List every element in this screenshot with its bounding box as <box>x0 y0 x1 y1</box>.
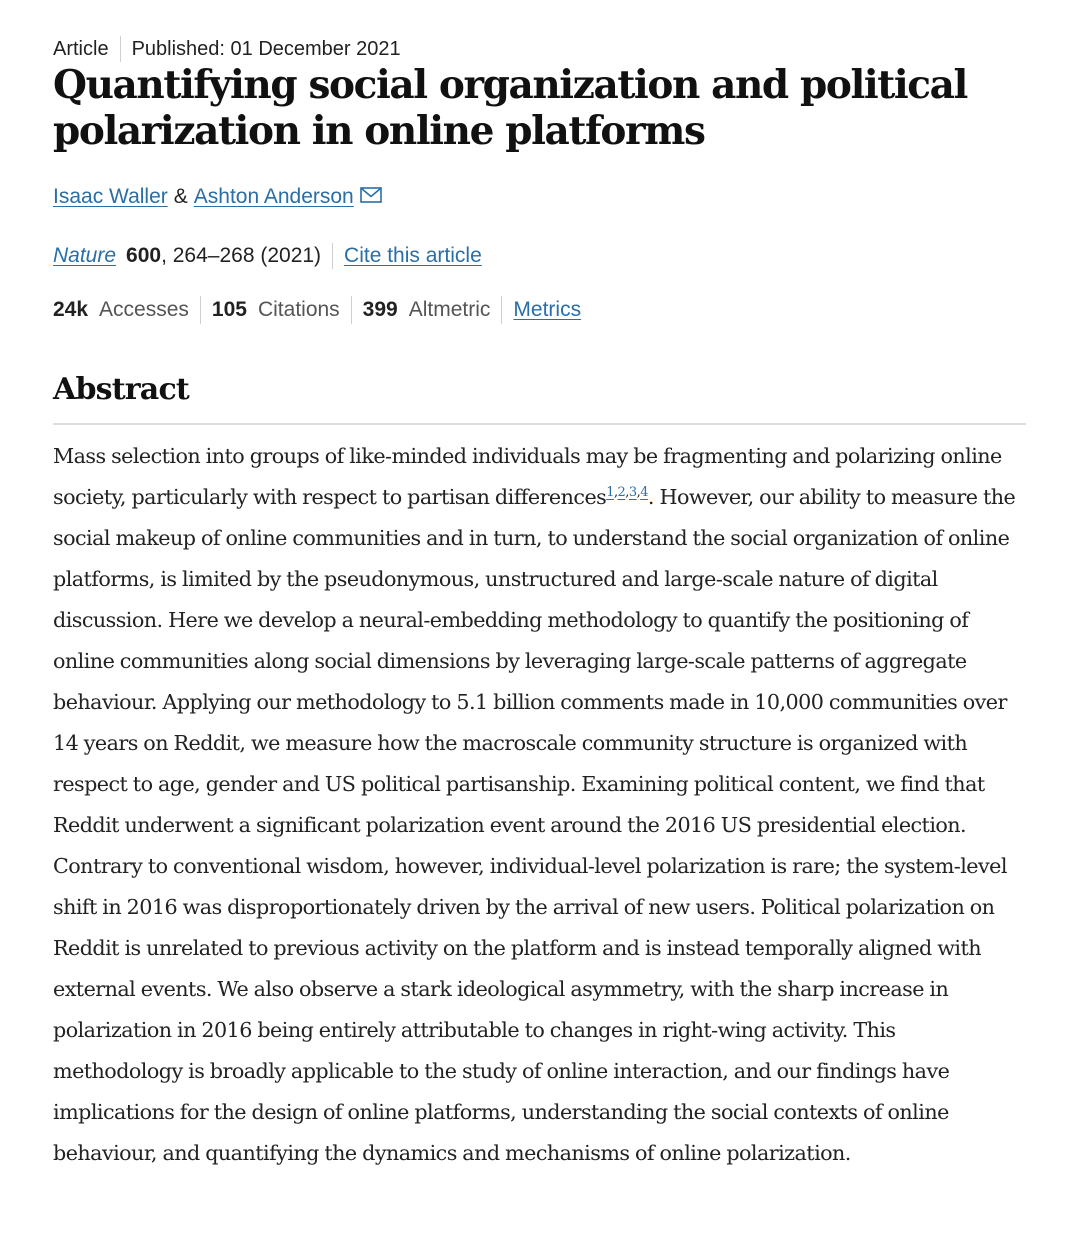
cite-this-article-link[interactable]: Cite this article <box>344 244 482 267</box>
metrics-divider <box>501 296 502 324</box>
article-type: Article <box>53 37 109 60</box>
journal-link[interactable]: Nature <box>53 244 117 267</box>
reference-link-4[interactable]: 4 <box>640 485 648 500</box>
author-link-isaac-waller[interactable]: Isaac Waller <box>53 185 168 208</box>
altmetric-label: Altmetric <box>408 298 491 321</box>
pages-year: , 264–268 (2021) <box>161 244 322 267</box>
accesses-count: 24k <box>53 298 89 321</box>
altmetric-score: 399 <box>362 298 398 321</box>
article-title: Quantifying social organization and political polarization in online platforms <box>53 62 967 154</box>
section-divider <box>53 423 1026 425</box>
volume-number: 600 <box>126 244 162 267</box>
reference-link-1[interactable]: 1 <box>606 485 614 500</box>
reference-link-3[interactable]: 3 <box>628 485 637 500</box>
abstract-text <box>53 436 1028 1174</box>
reference-link-2[interactable]: 2 <box>617 485 626 500</box>
accesses-label: Accesses <box>99 298 189 321</box>
published-date: Published: 01 December 2021 <box>131 37 401 60</box>
citations-label: Citations <box>257 298 340 321</box>
metrics-bar <box>53 296 581 324</box>
metrics-divider <box>351 296 352 324</box>
author-separator: & <box>173 185 188 208</box>
meta-divider <box>120 36 121 62</box>
citations-count: 105 <box>211 298 247 321</box>
metrics-divider <box>200 296 201 324</box>
metrics-link[interactable]: Metrics <box>513 298 582 321</box>
author-list <box>53 185 382 209</box>
abstract-heading: Abstract <box>53 372 189 407</box>
author-link-ashton-anderson[interactable]: Ashton Anderson <box>193 185 354 208</box>
mail-icon[interactable] <box>360 186 382 204</box>
citation-line <box>53 243 482 269</box>
citation-divider <box>332 243 333 269</box>
abstract-text-part2: . However, our ability to measure the social makeup of online communities and in turn, to understand the social organization of online platforms, is limited by the pseudonymous, unstructured and large-scale nature of digital discussion. Here we develop a neural-embedding methodology to quantify the positioning of online communities along social dimensions by leveraging large-scale patterns of aggregate behaviour. Applying our methodology to 5.1 billion comments made in 10,000 communities over 14 years on Reddit, we measure how the macroscale community structure is organized with respect to age, gender and US political partisanship. Examining political content, we find that Reddit underwent a significant polarization event around the 2016 US presidential election. Contrary to conventional wisdom, however, individual-level polarization is rare; the system-level shift in 2016 was disproportionately driven by the arrival of new users. Political polarization on Reddit is unrelated to previous activity on the platform and is instead temporally aligned with external events. We also observe a stark ideological asymmetry, with the sharp increase in polarization in 2016 being entirely attributable to changes in right-wing activity. This methodology is broadly applicable to the study of online interaction, and our findings have implications for the design of online platforms, understanding the social contexts of online behaviour, and quantifying the dynamics and mechanisms of online polarization. <box>53 485 1016 1165</box>
article-meta <box>53 36 401 62</box>
reference-superscript: 1,2,3,4 <box>606 485 648 500</box>
abstract-text-part1: Mass selection into groups of like-minded individuals may be fragmenting and polarizing online society, particularly with respect to partisan differences <box>53 444 1002 509</box>
